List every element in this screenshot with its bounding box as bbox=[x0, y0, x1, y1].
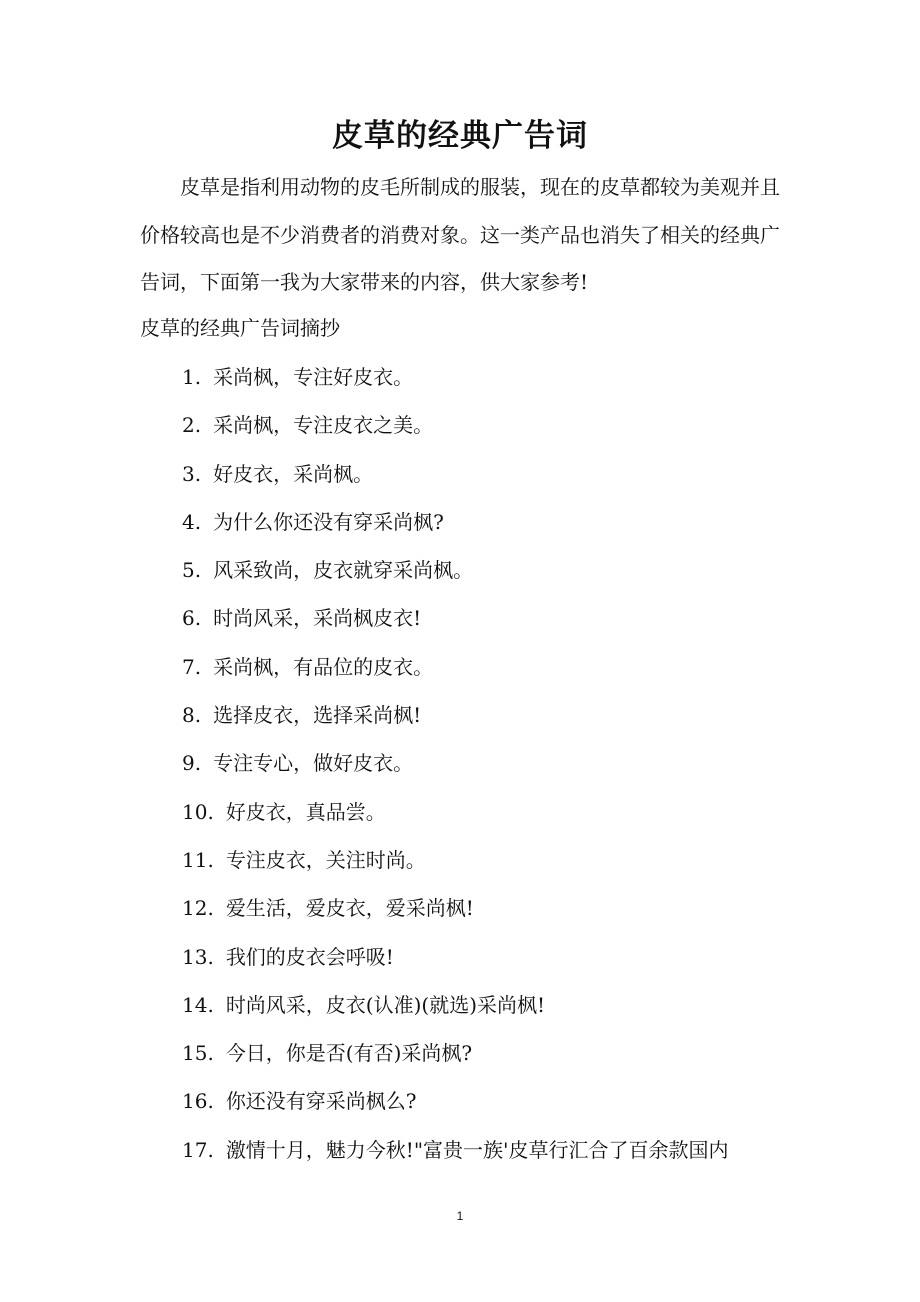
list-item bbox=[182, 450, 782, 498]
item-number: 2. bbox=[182, 413, 202, 438]
list-item bbox=[182, 594, 782, 642]
item-number: 1. bbox=[182, 365, 202, 389]
item-number: 17. bbox=[182, 1137, 214, 1162]
list-item bbox=[182, 643, 782, 691]
item-number: 3. bbox=[182, 461, 202, 486]
list-item bbox=[182, 884, 782, 932]
list-item bbox=[182, 498, 782, 546]
item-text: 为什么你还没有穿采尚枫? bbox=[213, 509, 444, 534]
intro-paragraph-block bbox=[140, 164, 780, 307]
list-item bbox=[182, 691, 782, 739]
item-text: 爱生活，爱皮衣，爱采尚枫! bbox=[225, 896, 474, 921]
list-item bbox=[182, 401, 782, 449]
list-item bbox=[182, 1126, 782, 1174]
page-number: 1 bbox=[456, 1209, 464, 1223]
item-number: 6. bbox=[182, 606, 202, 631]
item-number: 8. bbox=[182, 703, 202, 728]
item-text: 时尚风采，皮衣(认准)(就选)采尚枫! bbox=[225, 992, 546, 1017]
item-text: 专注皮衣，关注时尚。 bbox=[225, 847, 426, 872]
item-text: 采尚枫，有品位的皮衣。 bbox=[213, 654, 434, 679]
list-item bbox=[182, 981, 782, 1029]
item-number: 9. bbox=[182, 751, 202, 776]
slogan-list bbox=[182, 353, 782, 1174]
list-item bbox=[182, 836, 782, 884]
item-text: 激情十月，魅力今秋!"富贵一族'皮草行汇合了百余款国内 bbox=[225, 1137, 729, 1162]
item-text: 风采致尚，皮衣就穿采尚枫。 bbox=[213, 558, 474, 583]
item-text: 好皮衣，采尚枫。 bbox=[213, 461, 374, 486]
list-item bbox=[182, 1029, 782, 1077]
item-number: 16. bbox=[182, 1089, 214, 1114]
item-text: 时尚风采，采尚枫皮衣! bbox=[213, 606, 422, 631]
item-text: 专注专心，做好皮衣。 bbox=[213, 751, 414, 776]
item-text: 选择皮衣，选择采尚枫! bbox=[213, 703, 422, 728]
item-text: 你还没有穿采尚枫么? bbox=[225, 1089, 417, 1114]
item-number: 11. bbox=[182, 847, 214, 872]
document-title: 皮草的经典广告词 bbox=[332, 118, 588, 154]
list-item bbox=[182, 788, 782, 836]
list-item bbox=[182, 739, 782, 787]
item-number: 12. bbox=[182, 896, 214, 921]
item-number: 5. bbox=[182, 558, 202, 583]
item-text: 好皮衣，真品尝。 bbox=[225, 799, 386, 824]
item-number: 14. bbox=[182, 992, 214, 1017]
list-item bbox=[182, 353, 782, 401]
item-text: 采尚枫，专注皮衣之美。 bbox=[213, 413, 434, 438]
item-text: 我们的皮衣会呼吸! bbox=[225, 944, 394, 969]
item-number: 15. bbox=[182, 1041, 214, 1066]
list-item bbox=[182, 546, 782, 594]
list-item bbox=[182, 933, 782, 981]
section-subheading: 皮草的经典广告词摘抄 bbox=[140, 316, 340, 340]
intro-paragraph: 皮草是指利用动物的皮毛所制成的服装，现在的皮草都较为美观并且价格较高也是不少消费者的消费对象。这一类产品也消失了相关的经典广告词，下面第一我为大家带来的内容，供大家参考! bbox=[140, 175, 780, 294]
item-text: 采尚枫，专注好皮衣。 bbox=[213, 365, 414, 389]
item-number: 7. bbox=[182, 654, 202, 679]
item-number: 4. bbox=[182, 509, 202, 534]
item-number: 10. bbox=[182, 799, 214, 824]
item-number: 13. bbox=[182, 944, 214, 969]
item-text: 今日，你是否(有否)采尚枫? bbox=[225, 1041, 473, 1066]
list-item bbox=[182, 1077, 782, 1125]
